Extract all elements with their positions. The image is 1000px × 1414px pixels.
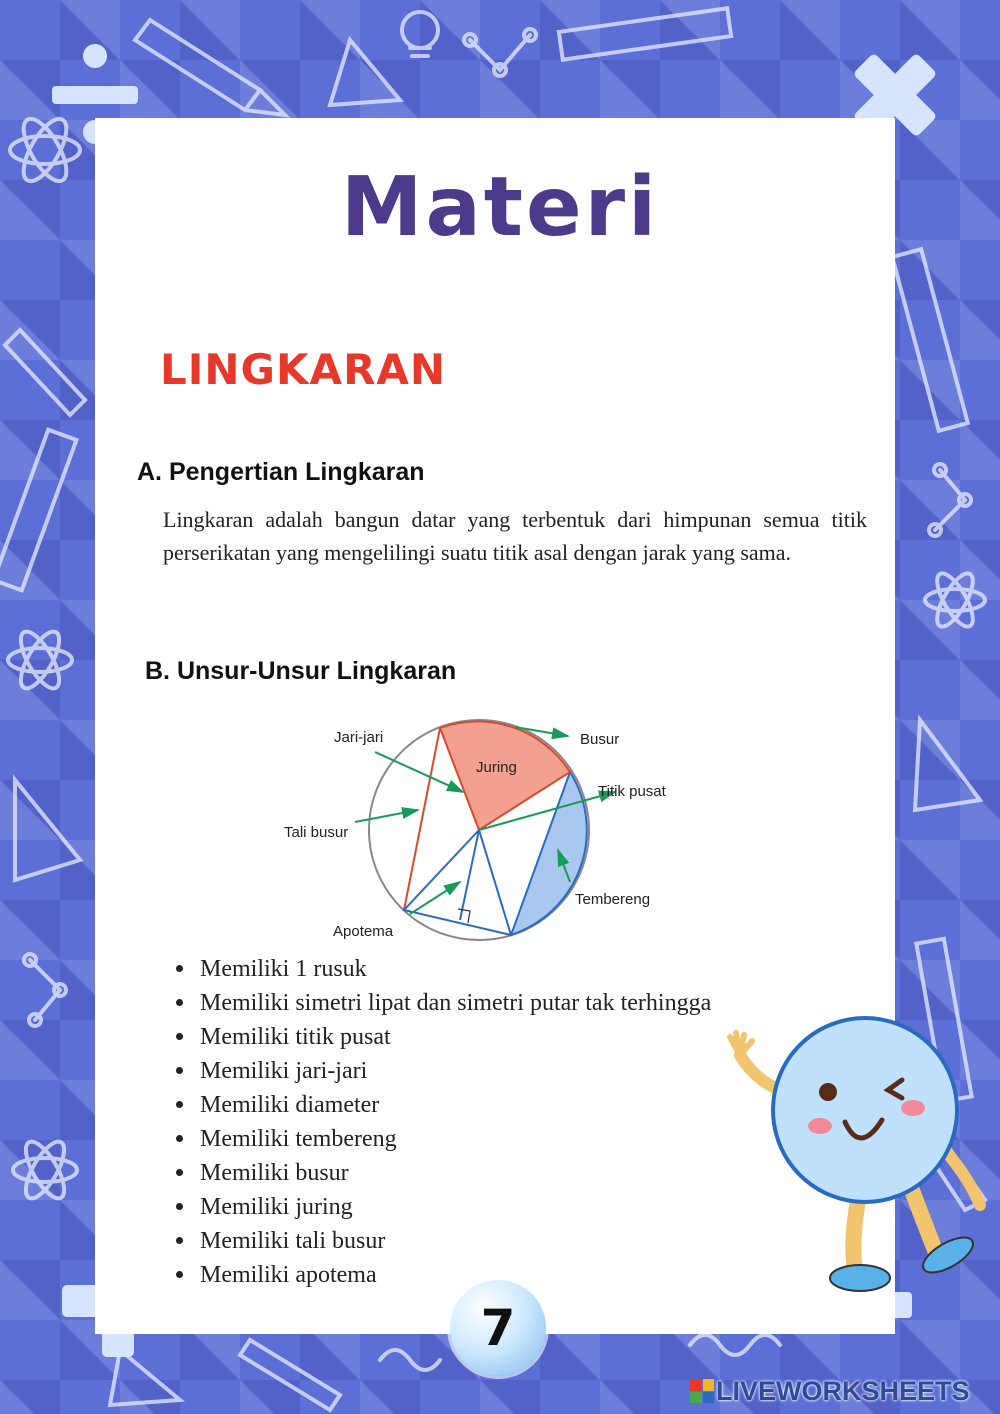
liveworksheets-logo-icon <box>690 1379 714 1403</box>
graph-icon <box>24 954 66 1026</box>
atom-icon <box>13 1136 77 1203</box>
list-item: Memiliki juring <box>200 1190 711 1224</box>
bullet-dot <box>176 1135 183 1142</box>
circle-diagram <box>270 712 690 947</box>
label-jari-jari: Jari-jari <box>334 729 384 746</box>
label-juring: Juring <box>476 759 517 776</box>
circle-mascot <box>710 1010 990 1310</box>
bullet-dot <box>176 1237 183 1244</box>
bullet-dot <box>176 1033 183 1040</box>
list-item: Memiliki titik pusat <box>200 1020 711 1054</box>
tali-busur-arrow <box>355 810 418 822</box>
mascot-arm <box>945 1150 980 1205</box>
section-a-paragraph: Lingkaran adalah bangun datar yang terbentuk dari himpunan semua titik perserikatan yang mengelilingi suatu titik asal dengan jarak yang sama. <box>163 507 867 565</box>
list-item: Memiliki apotema <box>200 1258 711 1292</box>
triangle-icon <box>915 720 980 810</box>
triangle-icon <box>330 40 400 105</box>
mascot-eye <box>819 1083 837 1101</box>
brand-text: LIVEWORKSHEETS <box>716 1375 970 1406</box>
ruler-icon <box>559 8 731 59</box>
list-item: Memiliki diameter <box>200 1088 711 1122</box>
bullet-dot <box>176 1271 183 1278</box>
bullet-dot <box>176 1101 183 1108</box>
list-item: Memiliki busur <box>200 1156 711 1190</box>
triangle-icon <box>15 780 80 880</box>
graph-icon <box>929 464 971 536</box>
bullet-dot <box>176 1169 183 1176</box>
mascot-leg <box>910 1185 935 1250</box>
squiggle-icon <box>380 1350 440 1370</box>
minus-icon <box>52 86 138 104</box>
label-tali-busur: Tali busur <box>284 824 349 841</box>
pencil-icon <box>5 330 85 415</box>
liveworksheets-brand[interactable] <box>690 1374 970 1408</box>
atom-icon <box>8 626 72 693</box>
section-b-heading: B. Unsur-Unsur Lingkaran <box>145 657 457 685</box>
apotema-line <box>460 830 479 920</box>
bullet-dot <box>176 999 183 1006</box>
ruler-icon <box>892 249 968 431</box>
apotema-arrow <box>410 882 460 914</box>
pencil-icon <box>135 20 285 115</box>
bullet-dot <box>176 1203 183 1210</box>
atom-icon <box>925 569 985 632</box>
lightbulb-icon <box>402 12 438 56</box>
subject-heading: LINGKARAN <box>160 345 447 394</box>
list-item: Memiliki simetri lipat dan simetri putar tak terhingga <box>200 986 711 1020</box>
triangle-icon <box>110 1350 180 1405</box>
bullet-dot <box>176 965 183 972</box>
label-tembereng: Tembereng <box>575 891 651 908</box>
page-title: Materi <box>340 160 660 255</box>
ruler-icon <box>0 430 76 591</box>
list-item: Memiliki 1 rusuk <box>200 952 711 986</box>
mascot-cheek <box>808 1118 832 1134</box>
divide-dot-icon <box>83 44 107 68</box>
mascot-hand <box>730 1033 752 1055</box>
mascot-shoe <box>830 1265 890 1291</box>
label-apotema: Apotema <box>333 923 394 940</box>
label-titik-pusat: Titik pusat <box>598 783 666 800</box>
jari-jari-arrow <box>375 752 463 792</box>
mascot-body <box>773 1018 957 1202</box>
tali-busur-chord <box>404 728 440 910</box>
page-number-badge: 7 <box>450 1280 546 1376</box>
label-busur: Busur <box>580 731 620 748</box>
list-item: Memiliki tali busur <box>200 1224 711 1258</box>
list-item: Memiliki jari-jari <box>200 1054 711 1088</box>
mascot-cheek <box>901 1100 925 1116</box>
list-item: Memiliki tembereng <box>200 1122 711 1156</box>
pencil-icon <box>240 1340 340 1410</box>
squiggle-icon <box>690 1335 780 1355</box>
bullet-dot <box>176 1067 183 1074</box>
mascot-arm <box>740 1055 780 1090</box>
right-angle-mark <box>458 909 470 923</box>
graph-icon <box>464 29 536 76</box>
properties-list <box>200 952 711 1292</box>
section-a-heading: A. Pengertian Lingkaran <box>137 458 425 486</box>
